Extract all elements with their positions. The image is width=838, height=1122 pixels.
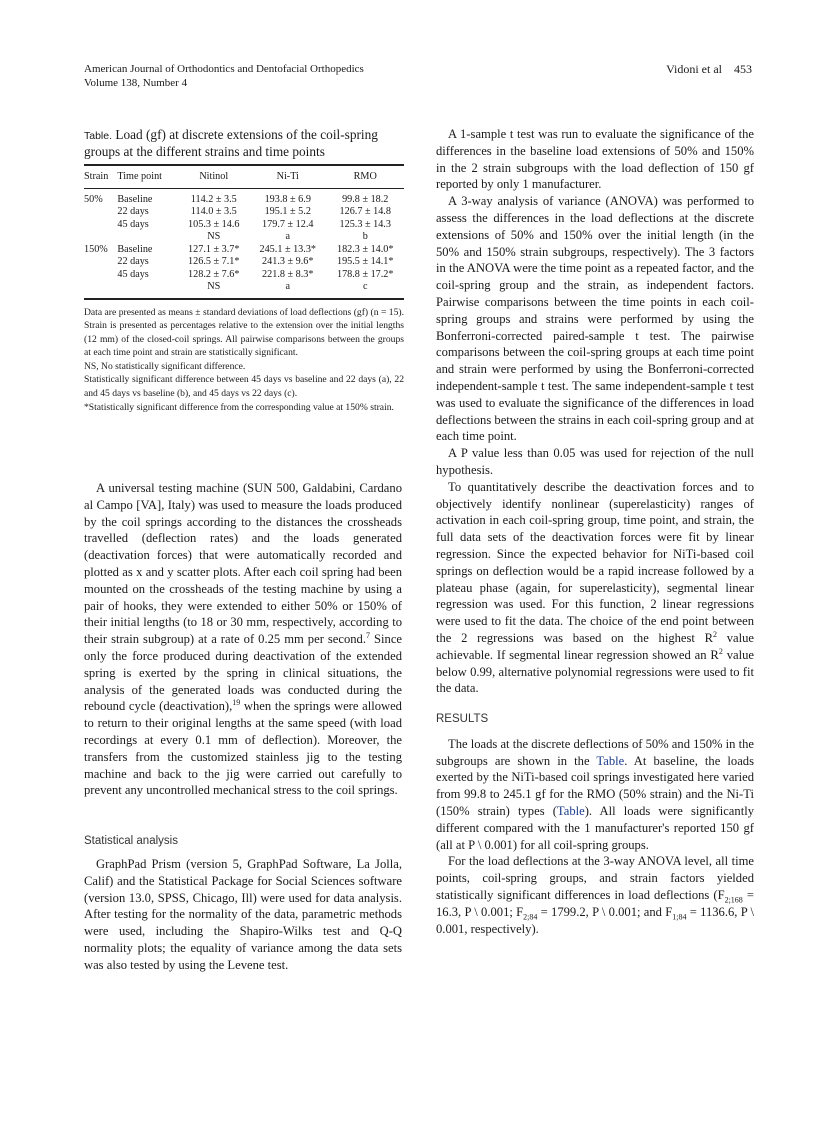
- paragraph-regression: [436, 479, 754, 697]
- text-run: value achievable. If segmental linear regression showed an R: [436, 630, 754, 662]
- text-run: For the load deflections at the 3-way ANOVA level, all time points, coil-spring groups, and strain factors yielded statistically significant differences in load deflections (F: [436, 854, 754, 903]
- table-cell: a: [285, 231, 291, 242]
- table-row: [84, 219, 404, 232]
- text-run: A universal testing machine (SUN 500, Galdabini, Cardano al Campo [VA], Italy) was used to measure the loads produced by the coil springs according to the distances the crossheads travelled (deflection rates) and the loads generated (deactivation forces) that were automatically recorded and plotted as x and y scatter plots. After each coil spring had been mounted on the crossheads of the testing machine by using a pair of hooks, they were extended to either 50% or 150% of their initial lengths (to 18 or 30 mm, respectively, according to their strain subgroup) at a rate of 0.25 mm per second.: [84, 481, 402, 647]
- table-cell: a: [249, 281, 326, 299]
- table-cell: NS: [207, 231, 221, 242]
- paragraph-results-loads: [436, 736, 754, 854]
- text-run: = 1799.2, P \ 0.001; and F: [537, 904, 673, 919]
- table-cell: 128.2 ± 7.6*: [188, 268, 240, 280]
- table-cell: NS: [179, 281, 249, 299]
- table-header-row: [84, 165, 404, 188]
- table-cell: 126.5 ± 7.1*: [188, 256, 240, 267]
- subscript: 2;84: [523, 912, 538, 922]
- text-run: A 3-way analysis of variance (ANOVA) was performed to assess the differences in the load deflections at the discrete extensions of 50% and 150% over the initial length (in the 50% and 150% strain subgroups, respectively). The 3 factors in the ANOVA were the time point as a repeated factor, and the coil-spring group and the strain, as independent factors. Pairwise comparisons between the time points in each coil-spring groups and strains were performed by using the Bonferroni-corrected paired-sample t test. The pairwise comparisons between the coil-spring groups at each time point and strain were performed by using the Bonferroni-corrected independent-sample t test. The same independent-sample t test was used to evaluate the significance of the differences in load deflections between the strains in each coil-spring group and at each time point.: [436, 194, 754, 444]
- text-run: when the springs were allowed to return to their original lengths at the same speed (with load recordings at every 0.1 mm of deflection). Moreover, the transfers from the customized stainless jig to the testing machine and back to the jig were carried out carefully to prevent any uncontrolled mechanical stress to the coil springs.: [84, 699, 402, 798]
- table-cell: 99.8 ± 18.2: [342, 193, 389, 205]
- table-cell: [84, 256, 117, 269]
- table-cell: Baseline: [117, 243, 153, 255]
- page-header-right: [666, 62, 752, 76]
- table-cell: [84, 219, 117, 232]
- table-cell: Baseline: [117, 193, 153, 205]
- running-header: [84, 62, 364, 90]
- table-caption: [84, 127, 404, 160]
- table-cell: 178.8 ± 17.2*: [336, 268, 394, 280]
- table-cell: 22 days: [117, 206, 149, 217]
- subscript: 2;168: [724, 895, 743, 905]
- table-cell: [117, 281, 178, 299]
- column-header: Ni-Ti: [249, 165, 326, 188]
- table-cell: 105.3 ± 14.6: [188, 218, 240, 230]
- table-cell: 245.1 ± 13.3*: [259, 243, 317, 255]
- text-run: GraphPad Prism (version 5, GraphPad Software, La Jolla, Calif) and the Statistical Package for Social Sciences software (version 13.0, SPSS, Chicago, Ill) were used for data analysis. After testing for the normality of the data, parametric methods were used, including the Shapiro-Wilks test and Q-Q normality plots; the equality of variance among the data sets was also tested by using the Levene test.: [84, 856, 402, 972]
- column-header: Strain: [84, 165, 117, 188]
- journal-volume: Volume 138, Number 4: [84, 77, 188, 89]
- superscript: 7: [366, 630, 371, 640]
- table-cell: [84, 269, 117, 282]
- table-row: [84, 244, 404, 257]
- table-cell: 179.7 ± 12.4: [262, 218, 314, 230]
- table-label: Table.: [84, 130, 113, 142]
- table-row: [84, 269, 404, 282]
- table-row: [84, 231, 404, 244]
- subscript: 1;84: [672, 912, 687, 922]
- table-link[interactable]: Table: [556, 804, 585, 819]
- load-table: [84, 127, 404, 414]
- journal-title: American Journal of Orthodontics and Dentofacial Orthopedics: [84, 63, 364, 75]
- table-cell: b: [362, 231, 368, 242]
- table-cell: [84, 231, 117, 244]
- text-run: A 1-sample t test was run to evaluate the significance of the differences in the baseline load extensions of 50% and 150% in the 2 strain subgroups with the load deflection of 150 gf reported by only 1 manufacturer.: [436, 127, 754, 192]
- table-cell: 45 days: [117, 268, 149, 280]
- table-footnote: Data are presented as means ± standard deviations of load deflections (gf) (n = 15). Strain is presented as percentages relative to the extension over the initial lengths (12 mm) of the closed-coil springs. All pairwise comparisons between the groups at each time point and strain are statistically significant.: [84, 306, 404, 359]
- table-row: [84, 281, 404, 299]
- table-caption-text: Load (gf) at discrete extensions of the coil-spring groups at the different strains and time points: [84, 127, 378, 159]
- table-cell: 150%: [84, 243, 108, 255]
- superscript: 2: [713, 629, 718, 639]
- table-cell: 127.1 ± 3.7*: [188, 243, 240, 255]
- text-run: value below 0.99, alternative polynomial regressions were used to fit the data.: [436, 647, 754, 696]
- text-run: ). All loads were significantly different compared with the 1 manufacturer's reported 150 gf (all at P \ 0.001) for all coil-spring groups.: [436, 804, 754, 852]
- table-cell: 114.2 ± 3.5: [190, 193, 237, 205]
- superscript: 19: [232, 698, 241, 708]
- column-header: RMO: [326, 165, 404, 188]
- text-run: = 1136.6, P \ 0.001, respectively).: [436, 904, 755, 936]
- table-cell: 22 days: [117, 256, 149, 267]
- table-row: [84, 206, 404, 219]
- table-cell: 193.8 ± 6.9: [264, 193, 311, 205]
- column-header: Time point: [117, 165, 178, 188]
- table-row: [84, 188, 404, 206]
- data-table: [84, 164, 404, 300]
- table-footnote: NS, No statistically significant difference.: [84, 360, 246, 372]
- table-cell: 126.7 ± 14.8: [339, 206, 391, 217]
- paragraph-testing-machine: [84, 480, 402, 799]
- section-heading-results: RESULTS: [436, 713, 489, 726]
- table-cell: 114.0 ± 3.5: [190, 206, 237, 217]
- paragraph-statistical-analysis: [84, 856, 402, 974]
- table-cell: 50%: [84, 193, 103, 205]
- table-cell: 195.5 ± 14.1*: [336, 256, 394, 267]
- text-run: = 16.3, P \ 0.001; F: [436, 888, 754, 919]
- paragraph-results-anova: [436, 853, 754, 937]
- text-run: The loads at the discrete deflections of 50% and 150% in the subgroups are shown in the: [436, 736, 755, 768]
- text-run: To quantitatively describe the deactivation forces and to objectively identify nonlinear (superelasticity) ranges of activation in each coil-spring group, time point, and strain, the full data sets of the deactivation forces were fit by linear regression. Since the expected behavior for NiTi-based coil springs on deflection would be a rapid increase followed by a plateau phase (again, for superelasticity), segmental linear regression was used. For this function, 2 linear regressions were used to fit the data. The choice of the end point between the 2 regressions was based on the highest R: [436, 479, 754, 645]
- right-column: [436, 126, 754, 937]
- superscript: 2: [718, 646, 723, 656]
- section-heading-statistical-analysis: Statistical analysis: [84, 835, 178, 848]
- table-cell: [117, 231, 178, 244]
- table-cell: c: [326, 281, 404, 299]
- table-cell: [84, 206, 117, 219]
- authors: Vidoni et al: [666, 62, 722, 76]
- table-cell: 125.3 ± 14.3: [339, 218, 391, 230]
- text-run: Since only the force produced during deactivation of the extended spring is exerted by the spring in clinical situations, the analysis of the generated loads was conducted during the rebound cycle (deactivation),: [84, 632, 402, 714]
- table-footnote: Statistically significant difference between 45 days vs baseline and 22 days (a), 22 and 45 days vs baseline (b), and 45 days vs 22 days (c).: [84, 374, 404, 400]
- page-number: 453: [734, 62, 752, 76]
- table-cell: 195.1 ± 5.2: [264, 206, 311, 217]
- text-run: A P value less than 0.05 was used for rejection of the null hypothesis.: [436, 446, 754, 477]
- table-footnote: *Statistically significant difference from the corresponding value at 150% strain.: [84, 401, 394, 413]
- table-cell: 221.8 ± 8.3*: [262, 268, 314, 280]
- table-row: [84, 256, 404, 269]
- table-cell: [84, 281, 117, 299]
- left-column: [84, 480, 402, 974]
- table-cell: 241.3 ± 9.6*: [262, 256, 314, 267]
- paragraph-t-test: [436, 126, 754, 193]
- paragraph-p-value: [436, 445, 754, 479]
- table-footnotes: [84, 306, 404, 415]
- table-cell: 182.3 ± 14.0*: [336, 243, 394, 255]
- column-header: Nitinol: [179, 165, 249, 188]
- table-link[interactable]: Table: [596, 753, 625, 768]
- table-cell: 45 days: [117, 218, 149, 230]
- text-run: . At baseline, the loads exerted by the NiTi-based coil springs investigated here varied from 99.8 to 245.1 gf for the RMO (50% strain) and the Ni-Ti (150% strain) types (: [436, 753, 754, 819]
- paragraph-anova: [436, 193, 754, 445]
